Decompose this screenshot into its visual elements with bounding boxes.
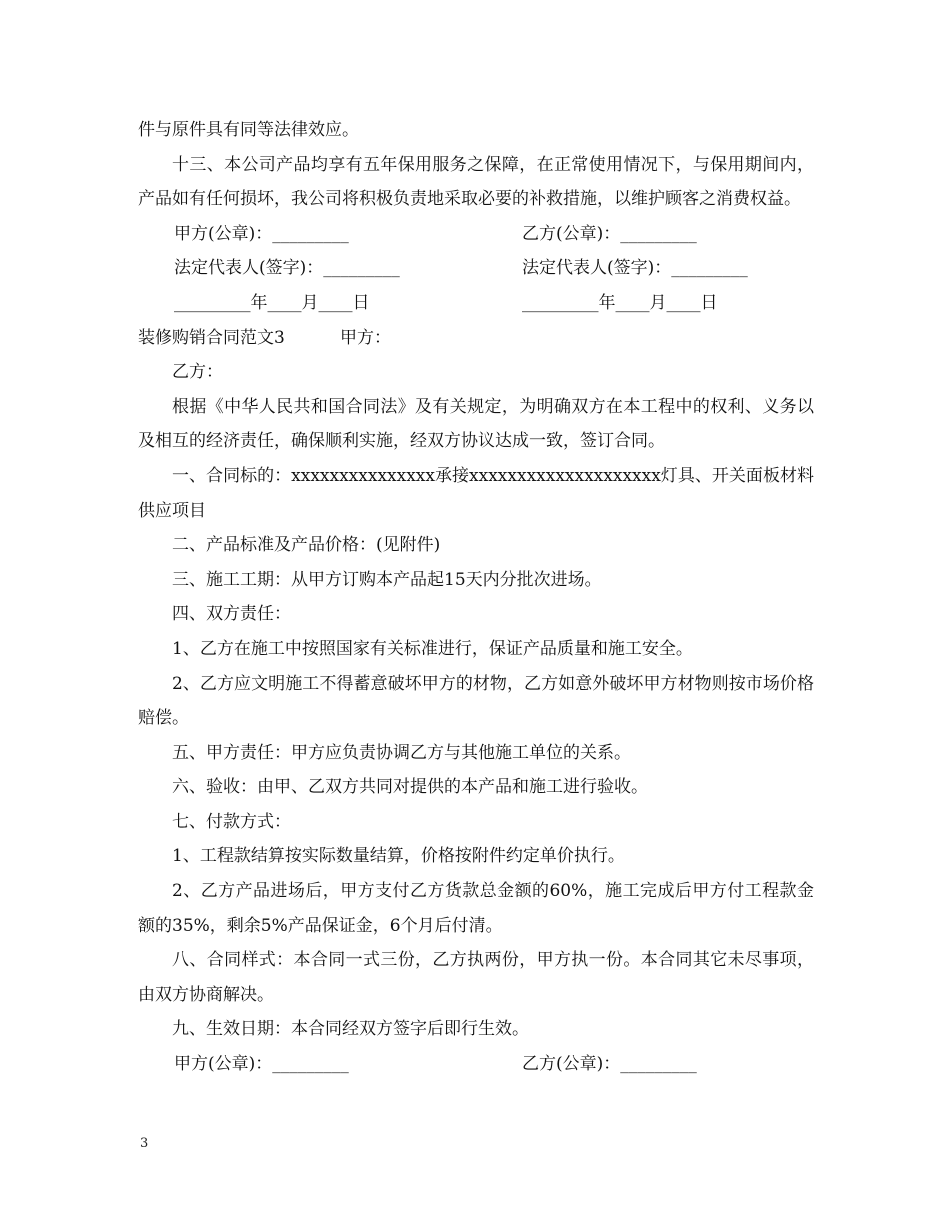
paragraph: 件与原件具有同等法律效应。 <box>138 120 359 140</box>
paragraph: 八、合同样式：本合同一式三份，乙方执两份，甲方执一份。本合同其它未尽事项，由双方协商解决。 <box>138 950 814 1005</box>
paragraph: 1、乙方在施工中按照国家有关标准进行，保证产品质量和施工安全。 <box>172 638 693 659</box>
party-b-seal: 乙方(公章)：_________ <box>522 1054 697 1075</box>
party-b-date: _________年____月____日 <box>522 292 718 313</box>
paragraph: 一、合同标的：xxxxxxxxxxxxxxx承接xxxxxxxxxxxxxxxxxxxx灯具、开关面板材料供应项目 <box>138 465 814 521</box>
paragraph: 1、工程款结算按实际数量结算，价格按附件约定单价执行。 <box>172 846 625 867</box>
signature-row-date <box>138 286 814 321</box>
paragraph: 五、甲方责任：甲方应负责协调乙方与其他施工单位的关系。 <box>172 742 631 763</box>
document-body <box>138 113 814 1082</box>
party-a-seal: 甲方(公章)：_________ <box>174 1054 349 1075</box>
paragraph: 三、施工工期：从甲方订购本产品起15天内分批次进场。 <box>172 569 602 590</box>
party-a-date: _________年____月____日 <box>174 292 370 313</box>
paragraph: 九、生效日期：本合同经双方签字后即行生效。 <box>172 1019 529 1040</box>
party-a-label: 甲方： <box>340 327 391 348</box>
party-a-seal: 甲方(公章)：_________ <box>174 223 349 244</box>
party-a-representative: 法定代表人(签字)：_________ <box>174 258 400 279</box>
contract-title: 装修购销合同范文3 <box>138 327 285 348</box>
paragraph: 2、乙方产品进场后，甲方支付乙方货款总金额的60%，施工完成后甲方付工程款金额的35%，剩余5%产品保证金，6个月后付清。 <box>138 881 814 936</box>
paragraph: 十三、本公司产品均享有五年保用服务之保障，在正常使用情况下，与保用期间内，产品如有任何损坏，我公司将积极负责地采取必要的补救措施，以维护顾客之消费权益。 <box>138 154 814 210</box>
signature-row-seal-2 <box>138 1047 814 1082</box>
paragraph-party-b: 乙方： <box>172 362 223 383</box>
contract-heading-line <box>138 321 814 356</box>
party-b-representative: 法定代表人(签字)：_________ <box>522 258 748 279</box>
signature-row-seal <box>138 217 814 252</box>
page-number: 3 <box>140 1136 149 1151</box>
paragraph: 根据《中华人民共和国合同法》及有关规定，为明确双方在本工程中的权利、义务以及相互的经济责任，确保顺利实施，经双方协议达成一致，签订合同。 <box>138 396 814 452</box>
party-b-seal: 乙方(公章)：_________ <box>522 223 697 244</box>
paragraph: 2、乙方应文明施工不得蓄意破坏甲方的材物，乙方如意外破坏甲方材物则按市场价格赔偿。 <box>138 673 814 729</box>
signature-row-representative <box>138 251 814 286</box>
paragraph: 七、付款方式： <box>172 811 291 832</box>
paragraph: 二、产品标准及产品价格：(见附件) <box>172 535 441 556</box>
paragraph: 六、验收：由甲、乙双方共同对提供的本产品和施工进行验收。 <box>172 777 648 798</box>
paragraph: 四、双方责任： <box>172 604 291 625</box>
